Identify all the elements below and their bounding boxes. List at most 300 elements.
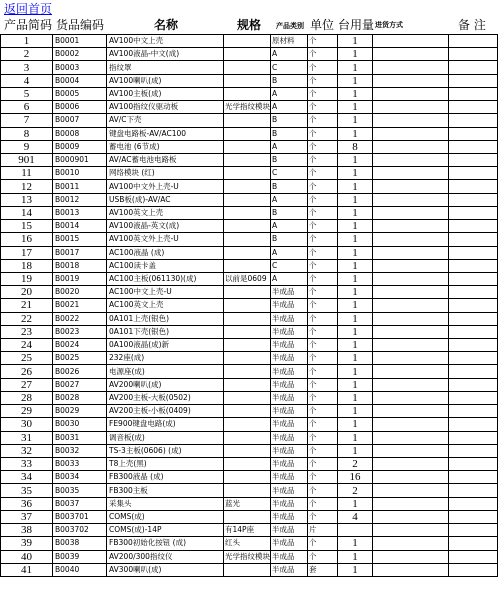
purchase-method-cell <box>373 391 449 404</box>
usage-cell <box>338 524 373 537</box>
table-row <box>1 378 498 391</box>
remark-cell <box>449 378 498 391</box>
spec-cell <box>224 87 271 100</box>
category-cell: 半成品 <box>271 299 308 312</box>
purchase-method-cell <box>373 312 449 325</box>
category-cell: A <box>271 272 308 285</box>
purchase-method-cell <box>373 286 449 299</box>
row-index: 2 <box>1 48 53 61</box>
row-index: 17 <box>1 246 53 259</box>
unit-cell: 个 <box>308 272 338 285</box>
row-index: 15 <box>1 220 53 233</box>
name-cell: T8上壳(黑) <box>107 458 224 471</box>
usage-cell: 1 <box>338 74 373 87</box>
usage-cell: 1 <box>338 114 373 127</box>
purchase-method-cell <box>373 325 449 338</box>
goods-code-cell: B0001 <box>53 35 107 48</box>
unit-cell: 个 <box>308 140 338 153</box>
goods-code-cell: B0008 <box>53 127 107 140</box>
spec-cell <box>224 180 271 193</box>
usage-cell: 1 <box>338 325 373 338</box>
spec-cell <box>224 153 271 166</box>
goods-code-cell: B0020 <box>53 286 107 299</box>
purchase-method-cell <box>373 246 449 259</box>
name-cell: AV100液晶-中文(成) <box>107 48 224 61</box>
spec-cell <box>224 444 271 457</box>
row-index: 36 <box>1 497 53 510</box>
unit-cell: 个 <box>308 206 338 219</box>
category-cell: 半成品 <box>271 458 308 471</box>
goods-code-cell: B0024 <box>53 339 107 352</box>
remark-cell <box>449 550 498 563</box>
row-index: 25 <box>1 352 53 365</box>
remark-cell <box>449 87 498 100</box>
remark-cell <box>449 286 498 299</box>
table-row <box>1 405 498 418</box>
usage-cell: 1 <box>338 206 373 219</box>
spec-cell <box>224 339 271 352</box>
unit-cell: 个 <box>308 444 338 457</box>
unit-cell: 个 <box>308 48 338 61</box>
goods-code-cell: B0009 <box>53 140 107 153</box>
table-row <box>1 299 498 312</box>
spec-cell <box>224 127 271 140</box>
usage-cell: 1 <box>338 537 373 550</box>
goods-code-cell: B0002 <box>53 48 107 61</box>
name-cell: 0A101上壳(银色) <box>107 312 224 325</box>
header-category: 产品类别 <box>276 22 304 30</box>
unit-cell: 个 <box>308 180 338 193</box>
goods-code-cell: B0010 <box>53 167 107 180</box>
name-cell: AV100中文上壳 <box>107 35 224 48</box>
goods-code-cell: B0007 <box>53 114 107 127</box>
category-cell: B <box>271 206 308 219</box>
usage-cell: 16 <box>338 471 373 484</box>
goods-code-cell: B0004 <box>53 74 107 87</box>
category-cell: A <box>271 193 308 206</box>
spec-cell <box>224 48 271 61</box>
table-row <box>1 365 498 378</box>
row-index: 39 <box>1 537 53 550</box>
row-index: 20 <box>1 286 53 299</box>
usage-cell: 1 <box>338 220 373 233</box>
usage-cell: 8 <box>338 140 373 153</box>
usage-cell: 1 <box>338 352 373 365</box>
unit-cell: 个 <box>308 259 338 272</box>
spec-cell <box>224 510 271 523</box>
purchase-method-cell <box>373 153 449 166</box>
category-cell: A <box>271 246 308 259</box>
purchase-method-cell <box>373 206 449 219</box>
row-index: 3 <box>1 61 53 74</box>
spec-cell <box>224 167 271 180</box>
category-cell: 半成品 <box>271 431 308 444</box>
row-index: 41 <box>1 563 53 576</box>
table-header <box>0 17 500 34</box>
category-cell: B <box>271 180 308 193</box>
usage-cell: 1 <box>338 550 373 563</box>
usage-cell: 1 <box>338 259 373 272</box>
usage-cell: 1 <box>338 272 373 285</box>
row-index: 11 <box>1 167 53 180</box>
usage-cell: 2 <box>338 458 373 471</box>
remark-cell <box>449 220 498 233</box>
spec-cell <box>224 140 271 153</box>
remark-cell <box>449 140 498 153</box>
goods-code-cell: B0032 <box>53 444 107 457</box>
category-cell: B <box>271 127 308 140</box>
unit-cell: 个 <box>308 405 338 418</box>
goods-code-cell: B0038 <box>53 537 107 550</box>
usage-cell: 1 <box>338 299 373 312</box>
category-cell: C <box>271 259 308 272</box>
usage-cell: 1 <box>338 497 373 510</box>
remark-cell <box>449 339 498 352</box>
category-cell: B <box>271 153 308 166</box>
usage-cell: 1 <box>338 431 373 444</box>
remark-cell <box>449 405 498 418</box>
name-cell: AV100主板(成) <box>107 87 224 100</box>
name-cell: 0A100液晶(成)新 <box>107 339 224 352</box>
table-row <box>1 458 498 471</box>
remark-cell <box>449 391 498 404</box>
purchase-method-cell <box>373 537 449 550</box>
header-spec: 规格 <box>237 18 262 32</box>
usage-cell: 1 <box>338 35 373 48</box>
goods-code-cell: B003702 <box>53 524 107 537</box>
row-index: 32 <box>1 444 53 457</box>
row-index: 9 <box>1 140 53 153</box>
row-index: 6 <box>1 101 53 114</box>
goods-code-cell: B0022 <box>53 312 107 325</box>
purchase-method-cell <box>373 352 449 365</box>
goods-code-cell: B0033 <box>53 458 107 471</box>
category-cell: B <box>271 233 308 246</box>
row-index: 38 <box>1 524 53 537</box>
back-home-link[interactable]: 返回首页 <box>4 2 53 16</box>
purchase-method-cell <box>373 444 449 457</box>
row-index: 901 <box>1 153 53 166</box>
goods-code-cell: B0039 <box>53 550 107 563</box>
table-row <box>1 74 498 87</box>
name-cell: AV200喇叭(成) <box>107 378 224 391</box>
unit-cell: 个 <box>308 114 338 127</box>
goods-code-cell: B000901 <box>53 153 107 166</box>
purchase-method-cell <box>373 563 449 576</box>
goods-code-cell: B0030 <box>53 418 107 431</box>
table-row <box>1 87 498 100</box>
purchase-method-cell <box>373 101 449 114</box>
goods-code-cell: B0028 <box>53 391 107 404</box>
name-cell: USB板(成)-AV/AC <box>107 193 224 206</box>
table-row <box>1 127 498 140</box>
remark-cell <box>449 418 498 431</box>
unit-cell: 个 <box>308 458 338 471</box>
usage-cell: 1 <box>338 312 373 325</box>
spec-cell <box>224 206 271 219</box>
name-cell: COMS(成) <box>107 510 224 523</box>
purchase-method-cell <box>373 458 449 471</box>
purchase-method-cell <box>373 405 449 418</box>
remark-cell <box>449 471 498 484</box>
row-index: 34 <box>1 471 53 484</box>
usage-cell: 1 <box>338 365 373 378</box>
name-cell: AV100喇叭(成) <box>107 74 224 87</box>
spec-cell <box>224 114 271 127</box>
unit-cell: 个 <box>308 391 338 404</box>
remark-cell <box>449 312 498 325</box>
remark-cell <box>449 299 498 312</box>
row-index: 13 <box>1 193 53 206</box>
remark-cell <box>449 233 498 246</box>
unit-cell: 个 <box>308 220 338 233</box>
purchase-method-cell <box>373 114 449 127</box>
spec-cell <box>224 193 271 206</box>
goods-code-cell: B0011 <box>53 180 107 193</box>
goods-code-cell: B0023 <box>53 325 107 338</box>
row-index: 27 <box>1 378 53 391</box>
name-cell: FE900键盘电路(成) <box>107 418 224 431</box>
header-purchase-method: 进货方式 <box>375 21 403 29</box>
table-row <box>1 339 498 352</box>
name-cell: 蓄电池 (6节成) <box>107 140 224 153</box>
header-remark: 备 注 <box>458 18 486 32</box>
remark-cell <box>449 497 498 510</box>
header-unit: 单位 <box>310 18 335 32</box>
name-cell: AC100读卡盖 <box>107 259 224 272</box>
remark-cell <box>449 153 498 166</box>
unit-cell: 个 <box>308 418 338 431</box>
name-cell: AV200主板-小板(0409) <box>107 405 224 418</box>
spec-cell <box>224 259 271 272</box>
spec-cell <box>224 458 271 471</box>
usage-cell: 1 <box>338 48 373 61</box>
purchase-method-cell <box>373 180 449 193</box>
category-cell: 半成品 <box>271 365 308 378</box>
category-cell: A <box>271 87 308 100</box>
spec-cell <box>224 220 271 233</box>
purchase-method-cell <box>373 431 449 444</box>
table-row <box>1 352 498 365</box>
table-row <box>1 206 498 219</box>
purchase-method-cell <box>373 299 449 312</box>
unit-cell: 个 <box>308 510 338 523</box>
table-row <box>1 114 498 127</box>
remark-cell <box>449 114 498 127</box>
unit-cell: 个 <box>308 87 338 100</box>
spec-cell <box>224 471 271 484</box>
category-cell: 半成品 <box>271 339 308 352</box>
unit-cell: 个 <box>308 299 338 312</box>
unit-cell: 个 <box>308 193 338 206</box>
remark-cell <box>449 537 498 550</box>
name-cell: TS-3主板(0606) (成) <box>107 444 224 457</box>
purchase-method-cell <box>373 74 449 87</box>
usage-cell: 1 <box>338 233 373 246</box>
name-cell: 采集头 <box>107 497 224 510</box>
name-cell: COMS(成)-14P <box>107 524 224 537</box>
header-name: 名称 <box>154 18 179 32</box>
category-cell: 半成品 <box>271 312 308 325</box>
unit-cell: 个 <box>308 497 338 510</box>
spec-cell <box>224 325 271 338</box>
table-row <box>1 510 498 523</box>
purchase-method-cell <box>373 48 449 61</box>
category-cell: A <box>271 140 308 153</box>
purchase-method-cell <box>373 339 449 352</box>
purchase-method-cell <box>373 378 449 391</box>
goods-code-cell: B0017 <box>53 246 107 259</box>
purchase-method-cell <box>373 61 449 74</box>
purchase-method-cell <box>373 233 449 246</box>
unit-cell: 个 <box>308 484 338 497</box>
usage-cell: 1 <box>338 180 373 193</box>
row-index: 12 <box>1 180 53 193</box>
category-cell: 半成品 <box>271 510 308 523</box>
remark-cell <box>449 48 498 61</box>
category-cell: 半成品 <box>271 378 308 391</box>
name-cell: AV200/300指纹仪 <box>107 550 224 563</box>
purchase-method-cell <box>373 524 449 537</box>
unit-cell: 个 <box>308 74 338 87</box>
row-index: 29 <box>1 405 53 418</box>
unit-cell: 个 <box>308 101 338 114</box>
table-row <box>1 167 498 180</box>
row-index: 30 <box>1 418 53 431</box>
spec-cell: 光学指纹模块 <box>224 101 271 114</box>
table-row <box>1 312 498 325</box>
table-row <box>1 484 498 497</box>
name-cell: 指纹罩 <box>107 61 224 74</box>
category-cell: B <box>271 74 308 87</box>
name-cell: 0A101下壳(银色) <box>107 325 224 338</box>
unit-cell: 个 <box>308 352 338 365</box>
category-cell: 半成品 <box>271 471 308 484</box>
remark-cell <box>449 167 498 180</box>
name-cell: 键盘电路板-AV/AC100 <box>107 127 224 140</box>
goods-code-cell: B0026 <box>53 365 107 378</box>
spec-cell <box>224 418 271 431</box>
name-cell: AV300喇叭(成) <box>107 563 224 576</box>
purchase-method-cell <box>373 87 449 100</box>
purchase-method-cell <box>373 497 449 510</box>
category-cell: A <box>271 48 308 61</box>
name-cell: 网络模块 (红) <box>107 167 224 180</box>
header-usage: 台用量 <box>338 18 375 32</box>
unit-cell: 个 <box>308 378 338 391</box>
unit-cell: 个 <box>308 61 338 74</box>
goods-code-cell: B0029 <box>53 405 107 418</box>
table-row <box>1 259 498 272</box>
row-index: 21 <box>1 299 53 312</box>
table-row <box>1 524 498 537</box>
goods-code-cell: B0025 <box>53 352 107 365</box>
usage-cell: 1 <box>338 61 373 74</box>
table-row <box>1 180 498 193</box>
row-index: 8 <box>1 127 53 140</box>
purchase-method-cell <box>373 471 449 484</box>
row-index: 26 <box>1 365 53 378</box>
header-goods-code: 货品编码 <box>56 18 105 32</box>
spec-cell <box>224 74 271 87</box>
row-index: 22 <box>1 312 53 325</box>
goods-code-cell: B0018 <box>53 259 107 272</box>
table-row <box>1 325 498 338</box>
category-cell: 原材料 <box>271 35 308 48</box>
category-cell: B <box>271 114 308 127</box>
unit-cell: 个 <box>308 233 338 246</box>
goods-code-cell: B0040 <box>53 563 107 576</box>
goods-code-cell: B0021 <box>53 299 107 312</box>
row-index: 14 <box>1 206 53 219</box>
name-cell: AV100指纹仪驱动板 <box>107 101 224 114</box>
category-cell: 半成品 <box>271 418 308 431</box>
name-cell: AC100主板(061130)(成) <box>107 272 224 285</box>
purchase-method-cell <box>373 259 449 272</box>
table-row <box>1 418 498 431</box>
usage-cell: 1 <box>338 193 373 206</box>
goods-code-cell: B0015 <box>53 233 107 246</box>
name-cell: 电源座(成) <box>107 365 224 378</box>
remark-cell <box>449 101 498 114</box>
usage-cell: 1 <box>338 378 373 391</box>
category-cell: A <box>271 220 308 233</box>
remark-cell <box>449 325 498 338</box>
name-cell: AV100中文外上壳-U <box>107 180 224 193</box>
usage-cell: 1 <box>338 246 373 259</box>
remark-cell <box>449 510 498 523</box>
row-index: 24 <box>1 339 53 352</box>
row-index: 7 <box>1 114 53 127</box>
remark-cell <box>449 246 498 259</box>
name-cell: 调音板(成) <box>107 431 224 444</box>
unit-cell: 个 <box>308 365 338 378</box>
remark-cell <box>449 272 498 285</box>
row-index: 18 <box>1 259 53 272</box>
name-cell: AV100英文上壳 <box>107 206 224 219</box>
goods-code-cell: B0013 <box>53 206 107 219</box>
category-cell: 半成品 <box>271 325 308 338</box>
row-index: 37 <box>1 510 53 523</box>
spec-cell <box>224 299 271 312</box>
purchase-method-cell <box>373 510 449 523</box>
goods-code-cell: B0031 <box>53 431 107 444</box>
spec-cell <box>224 312 271 325</box>
category-cell: 半成品 <box>271 563 308 576</box>
purchase-method-cell <box>373 193 449 206</box>
spec-cell: 蓝光 <box>224 497 271 510</box>
unit-cell: 个 <box>308 312 338 325</box>
spec-cell: 红头 <box>224 537 271 550</box>
unit-cell: 套 <box>308 563 338 576</box>
spec-cell <box>224 233 271 246</box>
usage-cell: 1 <box>338 418 373 431</box>
row-index: 23 <box>1 325 53 338</box>
goods-code-cell: B0037 <box>53 497 107 510</box>
table-row <box>1 61 498 74</box>
name-cell: AC100液晶 (成) <box>107 246 224 259</box>
spec-cell <box>224 61 271 74</box>
row-index: 40 <box>1 550 53 563</box>
table-row <box>1 550 498 563</box>
purchase-method-cell <box>373 484 449 497</box>
purchase-method-cell <box>373 365 449 378</box>
category-cell: 半成品 <box>271 352 308 365</box>
usage-cell: 1 <box>338 339 373 352</box>
table-row <box>1 35 498 48</box>
table-row <box>1 537 498 550</box>
goods-code-cell: B0014 <box>53 220 107 233</box>
